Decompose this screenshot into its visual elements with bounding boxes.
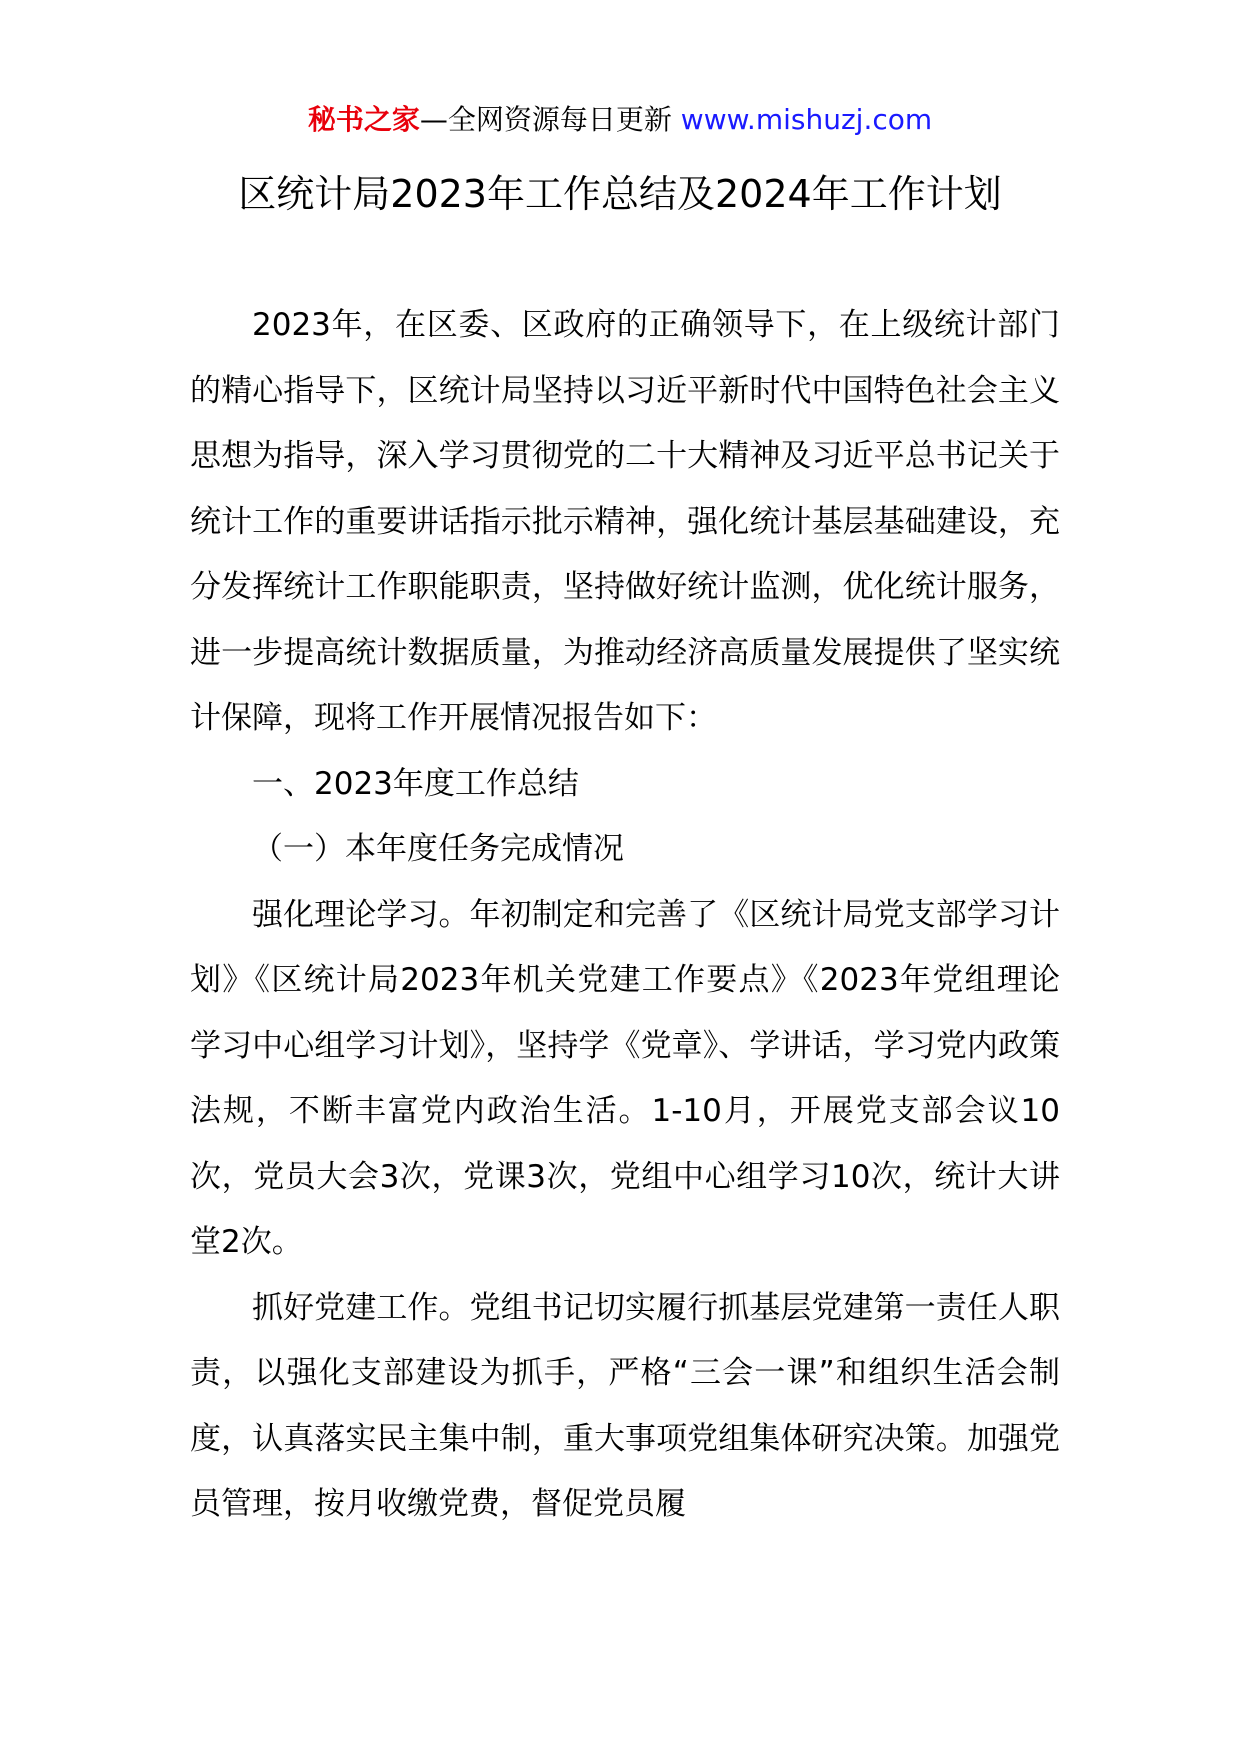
site-brand: 秘书之家 (307, 103, 420, 136)
intro-paragraph: 2023年，在区委、区政府的正确领导下，在上级统计部门的精心指导下，区统计局坚持以习近平新时代中国特色社会主义思想为指导，深入学习贯彻党的二十大精神及习近平总书记关于统计工作的重要讲话指示批示精神，强化统计基层基础建设，充分发挥统计工作职能职责，坚持做好统计监测，优化统计服务，进一步提高统计数据质量，为推动经济高质量发展提供了坚实统计保障，现将工作开展情况报告如下： (190, 307, 1060, 736)
site-url-link[interactable]: www.mishuzj.com (680, 103, 933, 136)
site-tagline: —全网资源每日更新 (419, 103, 672, 136)
theory-study-paragraph: 强化理论学习。年初制定和完善了《区统计局党支部学习计划》《区统计局2023年机关党建工作要点》《2023年党组理论学习中心组学习计划》，坚持学《党章》、学讲话，学习党内政策法规，不断丰富党内政治生活。1-10月，开展党支部会议10次，党员大会3次，党课3次，党组中心组学习10次，统计大讲堂2次。 (190, 896, 1060, 1260)
section-heading-1: 一、2023年度工作总结 (252, 765, 579, 802)
document-body (190, 293, 1060, 1538)
document-title: 区统计局2023年工作总结及2024年工作计划 (238, 172, 1002, 216)
party-building-paragraph: 抓好党建工作。党组书记切实履行抓基层党建第一责任人职责，以强化支部建设为抓手，严格“三会一课”和组织生活会制度，认真落实民主集中制，重大事项党组集体研究决策。加强党员管理，按月收缴党费，督促党员履 (190, 1289, 1060, 1522)
site-header (0, 100, 1240, 140)
subsection-heading-1: （一）本年度任务完成情况 (252, 831, 624, 867)
